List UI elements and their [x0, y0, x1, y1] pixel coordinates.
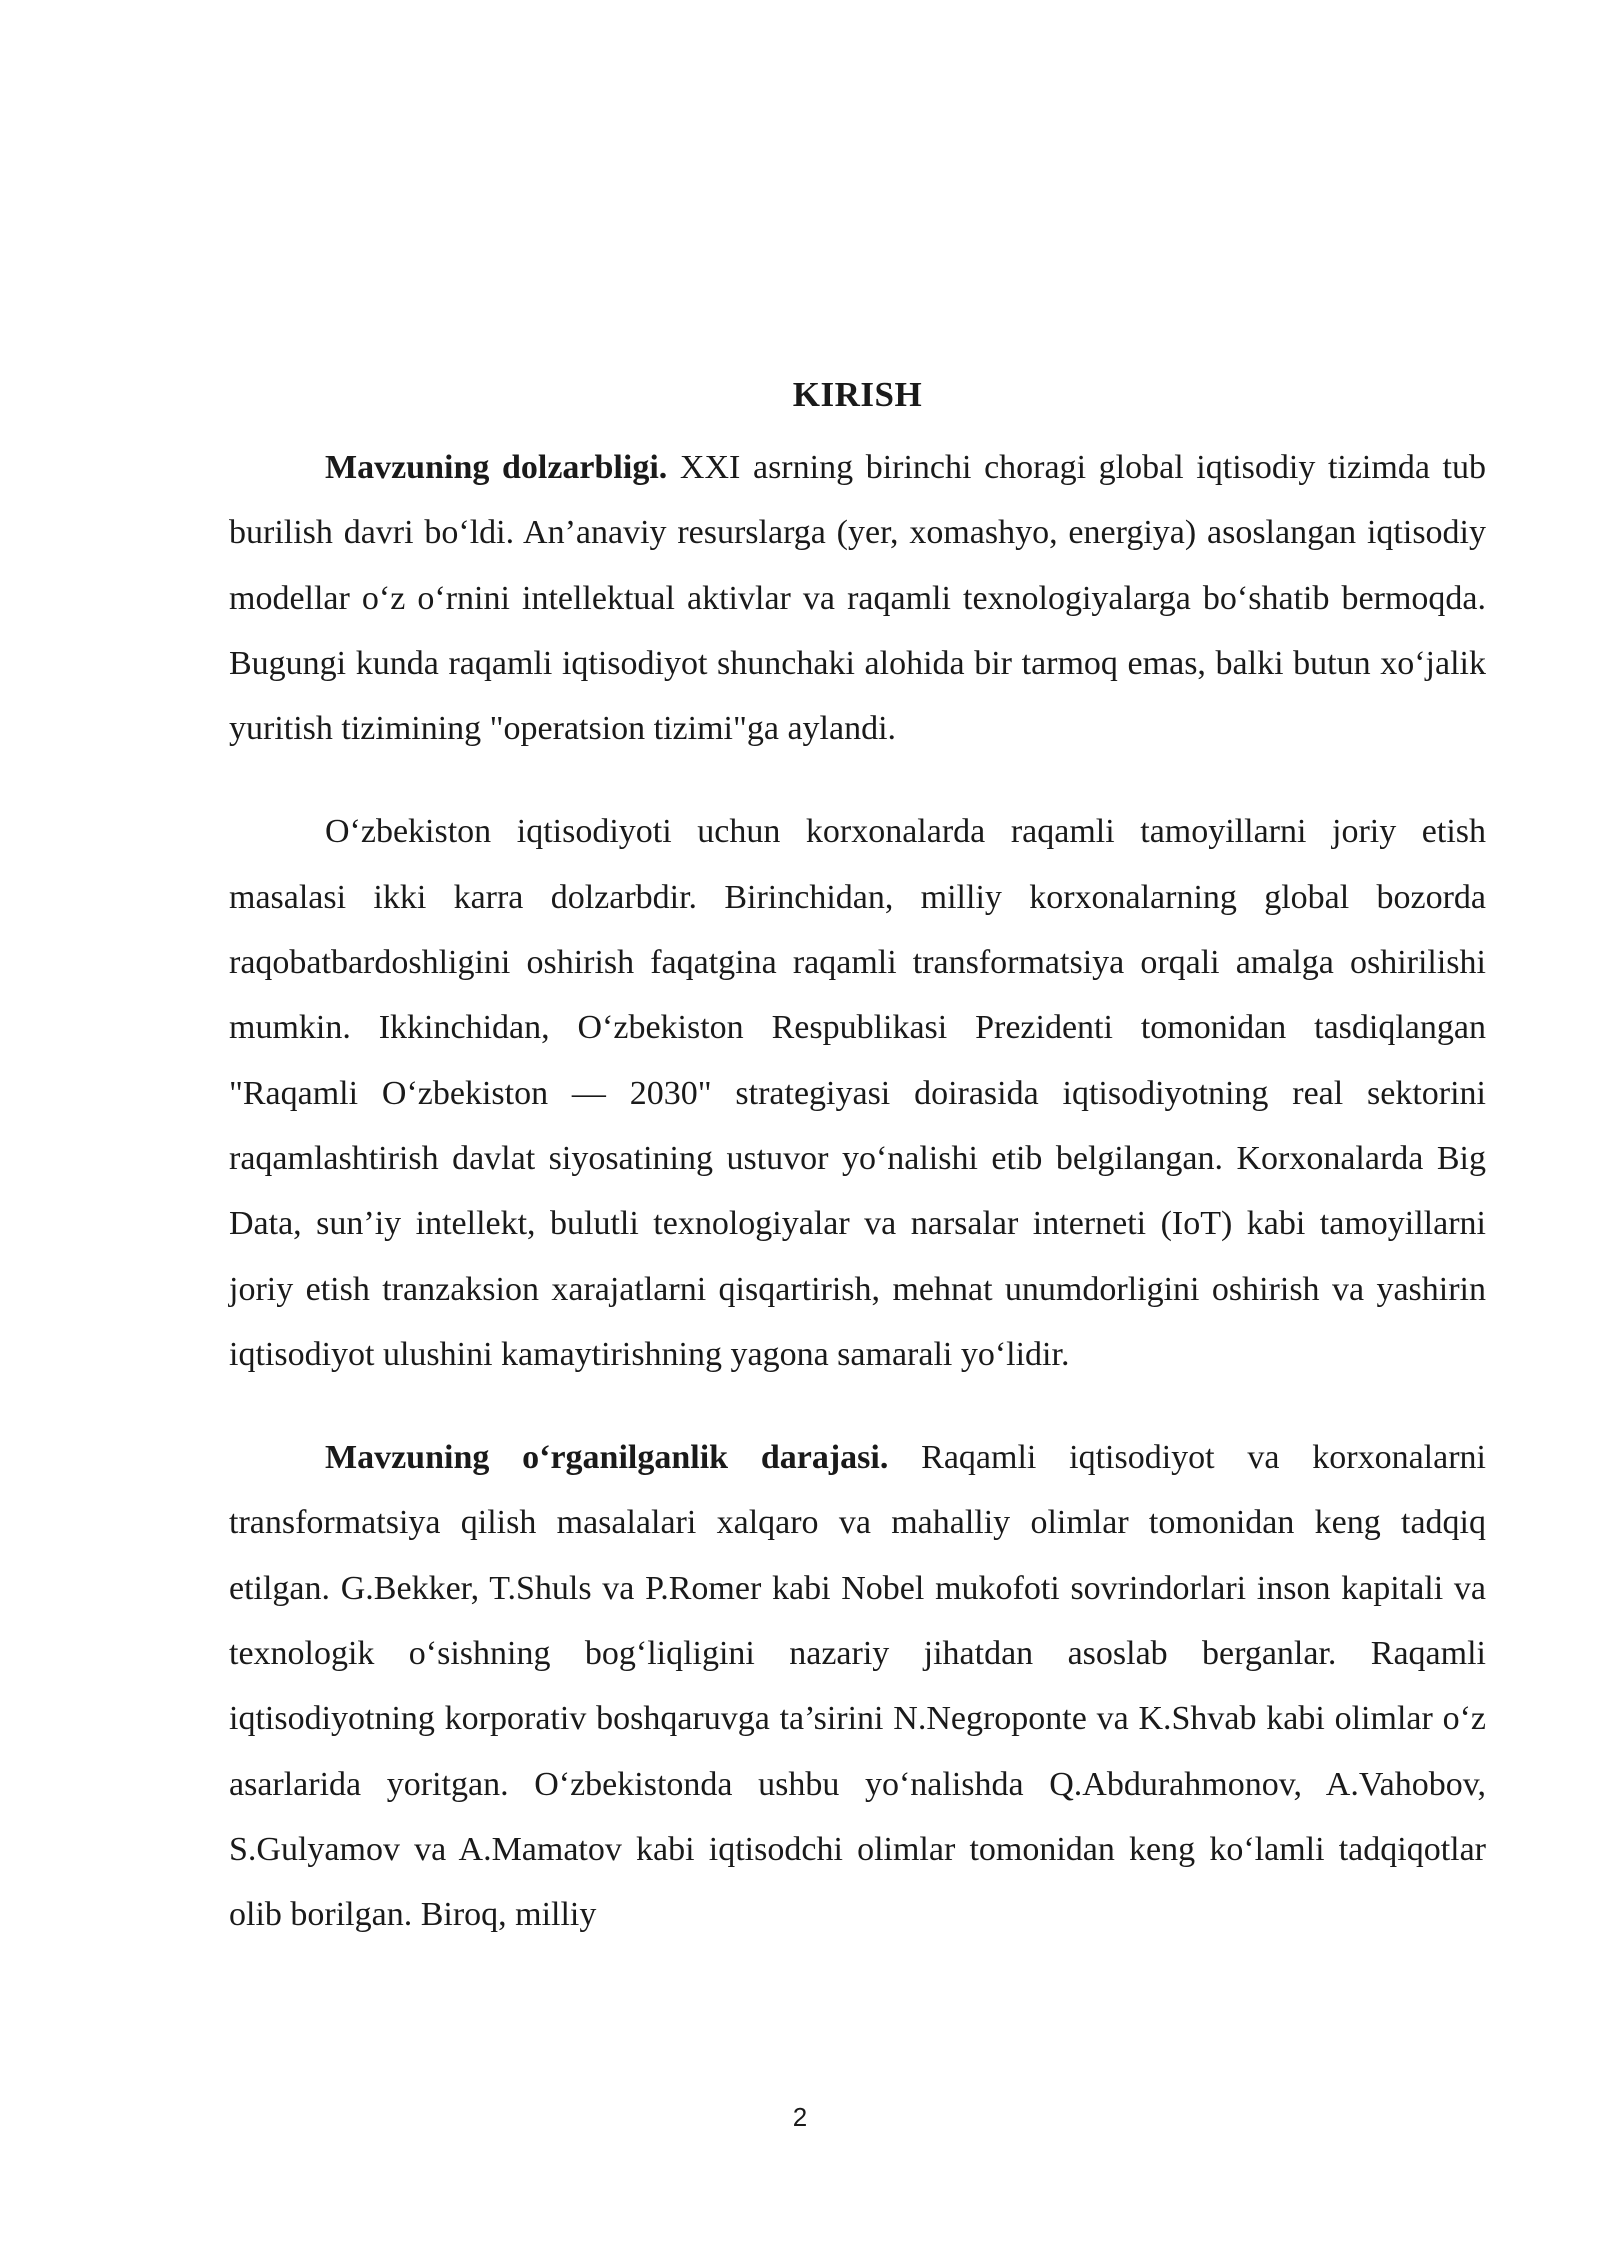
paragraph-text: XXI asrning birinchi choragi global iqtisodiy tizimda tub burilish davri bo‘ldi. An’anaviy resurslarga (yer, xomashyo, energiya) asoslangan iqtisodiy modellar o‘z o‘rnini intellektual aktivlar va raqamli texnologiyalarga bo‘shatib bermoqda. Bugungi kunda raqamli iqtisodiyot shunchaki alohida bir tarmoq emas, balki butun xo‘jalik yuritish tizimining "operatsion tizimi"ga aylandi. [229, 449, 1487, 748]
paragraph-uzbekistan [229, 799, 1486, 1387]
paragraph-relevance [229, 435, 1486, 761]
paragraph-lead: Mavzuning o‘rganilganlik darajasi. [325, 1439, 889, 1477]
paragraph-lead: Mavzuning dolzarbligi. [325, 449, 668, 486]
page-body [229, 370, 1486, 1948]
paragraph-text: Raqamli iqtisodiyot va korxonalarni transformatsiya qilish masalalari xalqaro va mahalliy olimlar tomonidan keng tadqiq etilgan. G.Bekker, T.Shuls va P.Romer kabi Nobel mukofoti sovrindorlari inson kapitali va texnologik o‘sishning bog‘liqligini nazariy jihatdan asoslab berganlar. Raqamli iqtisodiyotning korporativ boshqaruvga ta’sirini N.Negroponte va K.Shvab kabi olimlar o‘z asarlarida yoritgan. O‘zbekistonda ushbu yo‘nalishda Q.Abdurahmonov, A.Vahobov, S.Gulyamov va A.Mamatov kabi iqtisodchi olimlar tomonidan keng ko‘lamli tadqiqotlar olib borilgan. Biroq, milliy [229, 1439, 1486, 1934]
paragraph-study-degree [229, 1425, 1486, 1947]
paragraph-text: O‘zbekiston iqtisodiyoti uchun korxonalarda raqamli tamoyillarni joriy etish masalasi ikki karra dolzarbdir. Birinchidan, milliy korxonalarning global bozorda raqobatbardoshligini oshirish faqatgina raqamli transformatsiya orqali amalga oshirilishi mumkin. Ikkinchidan, O‘zbekiston Respublikasi Prezidenti tomonidan tasdiqlangan "Raqamli O‘zbekiston — 2030" strategiyasi doirasida iqtisodiyotning real sektorini raqamlashtirish davlat siyosatining ustuvor yo‘nalishi etib belgilangan. Korxonalarda Big Data, sun’iy intellekt, bulutli texnologiyalar va narsalar interneti (IoT) kabi tamoyillarni joriy etish tranzaksion xarajatlarni qisqartirish, mehnat unumdorligini oshirish va yashirin iqtisodiyot ulushini kamaytirishning yagona samarali yo‘lidir. [229, 813, 1486, 1373]
page-title: KIRISH [792, 375, 923, 414]
page-number: 2 [792, 2102, 808, 2132]
